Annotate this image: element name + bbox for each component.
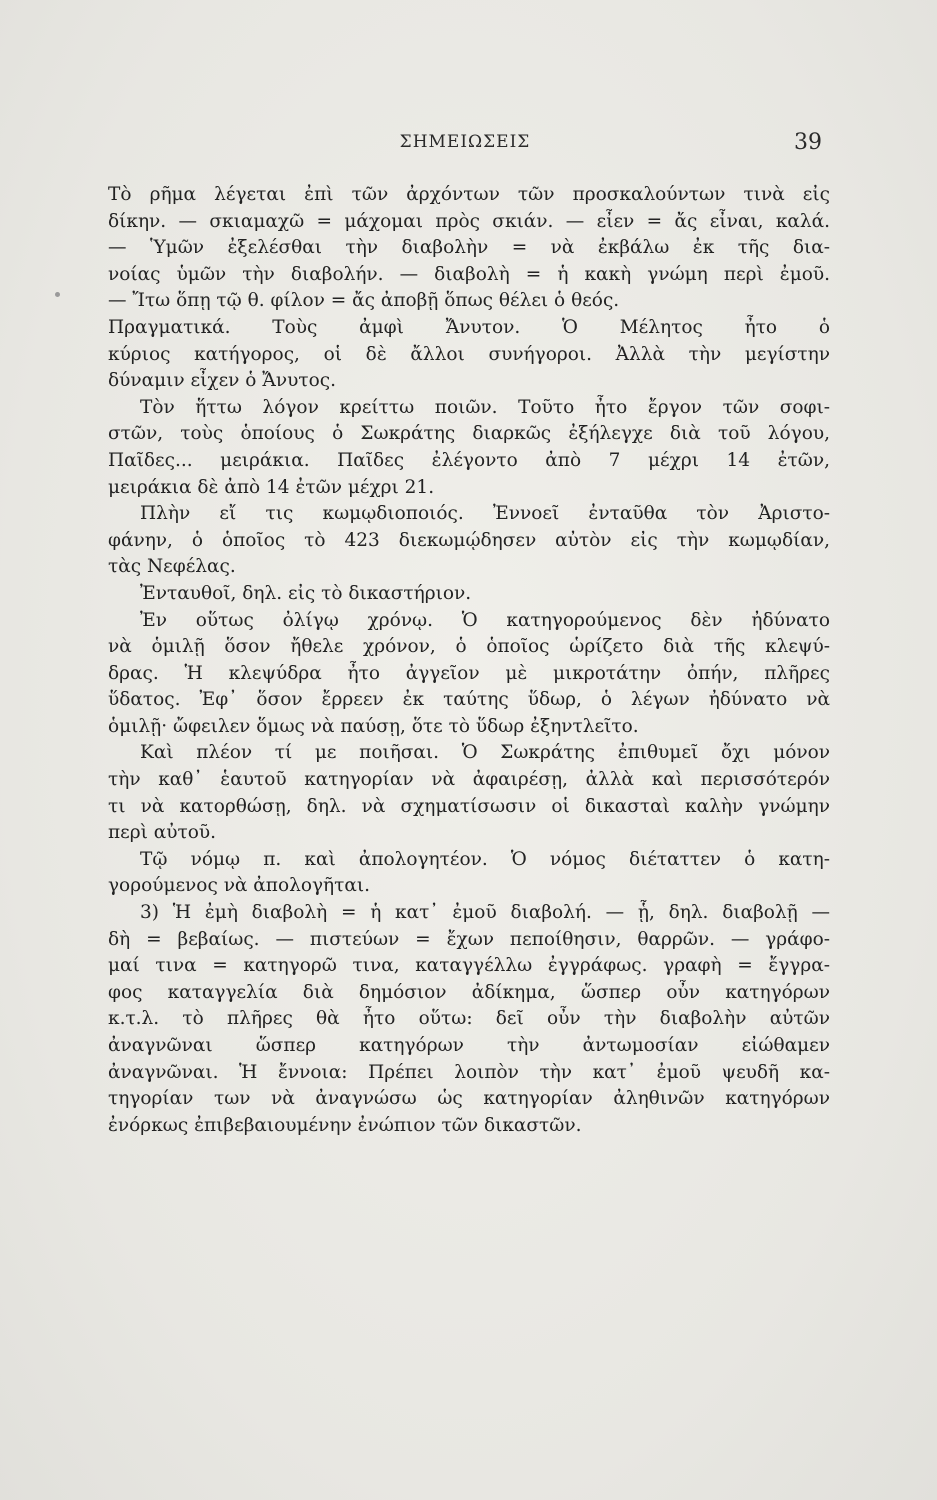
text-line: τι νὰ κατορθώσῃ, δηλ. νὰ σχηματίσωσιν οἱ δικασταὶ καλὴν γνώμην (108, 795, 830, 817)
text-line: κ.τ.λ. τὸ πλῆρες θὰ ἦτο οὕτω: δεῖ οὖν τὴν διαβολὴν αὐτῶν (108, 1008, 830, 1030)
text-line: Παῖδες... μειράκια. Παῖδες ἐλέγοντο ἀπὸ 7 μέχρι 14 ἐτῶν, (108, 449, 830, 471)
notes-body (108, 182, 830, 1139)
text-line: τηγορίαν των νὰ ἀναγνώσω ὡς κατηγορίαν ἀληθινῶν κατηγόρων (108, 1088, 830, 1110)
text-line: ἀναγνῶναι. Ἡ ἔννοια: Πρέπει λοιπὸν τὴν κατ᾽ ἐμοῦ ψευδῆ κα- (108, 1061, 830, 1083)
text-line: ἀναγνῶναι ὥσπερ κατηγόρων τὴν ἀντωμοσίαν εἰώθαμεν (108, 1035, 830, 1056)
text-line: Τὸν ἥττω λόγον κρείττω ποιῶν. Τοῦτο ἦτο ἔργον τῶν σοφι- (140, 396, 830, 418)
text-line: μειράκια δὲ ἀπὸ 14 ἐτῶν μέχρι 21. (108, 476, 435, 498)
text-line: ὁμιλῇ· ὤφειλεν ὅμως νὰ παύσῃ, ὅτε τὸ ὕδωρ ἐξηντλεῖτο. (108, 715, 639, 737)
text-line: Ἐνταυθοῖ, δηλ. εἰς τὸ δικαστήριον. (140, 582, 472, 604)
text-line: φάνην, ὁ ὁποῖος τὸ 423 διεκωμῴδησεν αὐτὸν εἰς τὴν κωμῳδίαν, (108, 529, 830, 551)
text-line: στῶν, τοὺς ὁποίους ὁ Σωκράτης διαρκῶς ἐξήλεγχε διὰ τοῦ λόγου, (108, 423, 830, 445)
text-line: Τὸ ρῆμα λέγεται ἐπὶ τῶν ἀρχόντων τῶν προσκαλούντων τινὰ εἰς (108, 184, 830, 205)
text-line: Τῷ νόμῳ π. καὶ ἀπολογητέον. Ὁ νόμος διέταττεν ὁ κατη- (140, 848, 830, 870)
text-line: δὴ = βεβαίως. — πιστεύων = ἔχων πεποίθησιν, θαρρῶν. — γράφο- (108, 928, 830, 950)
text-line: Πλὴν εἴ τις κωμῳδιοποιός. Ἐννοεῖ ἐνταῦθα τὸν Ἀριστο- (140, 503, 830, 525)
text-line: Πραγματικά. Τοὺς ἀμφὶ Ἄνυτον. Ὁ Μέλητος ἦτο ὁ (108, 316, 830, 338)
text-line: κύριος κατήγορος, οἱ δὲ ἄλλοι συνήγοροι. Ἀλλὰ τὴν μεγίστην (108, 343, 830, 365)
text-line: τὴν καθ᾽ ἑαυτοῦ κατηγορίαν νὰ ἀφαιρέσῃ, ἀλλὰ καὶ περισσότερόν (108, 769, 830, 791)
text-line: Ἐν οὕτως ὀλίγῳ χρόνῳ. Ὁ κατηγορούμενος δὲν ἠδύνατο (140, 609, 830, 631)
page-number: 39 (794, 130, 822, 155)
text-line: δύναμιν εἶχεν ὁ Ἄνυτος. (108, 370, 336, 392)
text-line: νὰ ὁμιλῇ ὅσον ἤθελε χρόνον, ὁ ὁποῖος ὡρίζετο διὰ τῆς κλεψύ- (108, 636, 830, 658)
text-line: τὰς Νεφέλας. (108, 556, 236, 578)
text-line: ἐνόρκως ἐπιβεβαιουμένην ἐνώπιον τῶν δικαστῶν. (108, 1114, 582, 1136)
text-line: γορούμενος νὰ ἀπολογῆται. (108, 875, 370, 897)
page-header (108, 130, 822, 158)
text-line: δίκην. — σκιαμαχῶ = μάχομαι πρὸς σκιάν. — εἶεν = ἄς εἶναι, καλά. (108, 210, 830, 232)
page-speck (55, 292, 60, 297)
text-line: μαί τινα = κατηγορῶ τινα, καταγγέλλω ἐγγράφως. γραφὴ = ἔγγρα- (108, 955, 830, 977)
text-line: δρας. Ἡ κλεψύδρα ἦτο ἀγγεῖον μὲ μικροτάτην ὀπήν, πλῆρες (108, 662, 830, 684)
text-line: φος καταγγελία διὰ δημόσιον ἀδίκημα, ὥσπερ οὖν κατηγόρων (108, 981, 830, 1003)
text-line: 3) Ἡ ἐμὴ διαβολὴ = ἡ κατ᾽ ἐμοῦ διαβολή. — ᾗ, δηλ. διαβολῇ — (140, 902, 830, 924)
text-line: νοίας ὑμῶν τὴν διαβολήν. — διαβολὴ = ἡ κακὴ γνώμη περὶ ἐμοῦ. (108, 263, 830, 285)
text-line: — Ἴτω ὅπῃ τῷ θ. φίλον = ἄς ἀποβῇ ὅπως θέλει ὁ θεός. (108, 290, 620, 312)
running-title: ΣΗΜΕΙΩΣΕΙΣ (399, 132, 531, 152)
text-line: Καὶ πλέον τί με ποιῆσαι. Ὁ Σωκράτης ἐπιθυμεῖ ὄχι μόνον (140, 742, 830, 764)
text-line: ὕδατος. Ἐφ᾽ ὅσον ἔρρεεν ἐκ ταύτης ὕδωρ, ὁ λέγων ἠδύνατο νὰ (108, 689, 830, 711)
text-line: — Ὑμῶν ἐξελέσθαι τὴν διαβολὴν = νὰ ἐκβάλω ἐκ τῆς δια- (108, 237, 830, 259)
text-line: περὶ αὐτοῦ. (108, 822, 216, 844)
